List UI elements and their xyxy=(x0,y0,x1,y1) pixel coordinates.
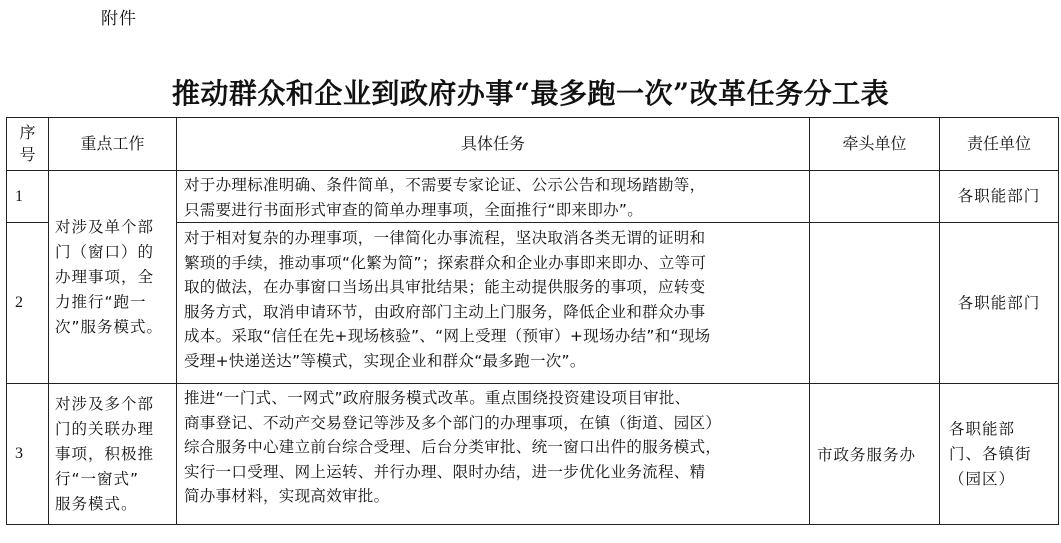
column-header-work: 重点工作 xyxy=(49,118,177,171)
row-seq: 1 xyxy=(7,171,49,223)
row-seq: 2 xyxy=(7,223,49,384)
task-table xyxy=(6,117,1059,525)
row-resp: 各职能部门 xyxy=(940,223,1059,384)
column-header-resp: 责任单位 xyxy=(940,118,1059,171)
row-resp: 各职能部 门、各镇街 （园区） xyxy=(940,384,1059,525)
table-row xyxy=(7,384,1059,525)
row-work: 对涉及单个部 门（窗口）的 办理事项，全 力推行“跑一 次”服务模式。 xyxy=(49,171,177,384)
row-task: 对于相对复杂的办理事项，一律简化办事流程，坚决取消各类无谓的证明和 繁琐的手续，推动事项“化繁为简”；探索群众和企业办事即来即办、立等可 取的做法，在办事窗口当场出具审批结果；能主动提供服务的事项，应转变 服务方式，取消申请环节，由政府部门主动上门服务，降低企业和群众办事 成本。采取“信任在先+现场核验”、“网上受理（预审）+现场办结”和“现场 受理+快递送达”等模式，实现企业和群众“最多跑一次”。 xyxy=(177,223,810,384)
column-header-task: 具体任务 xyxy=(177,118,810,171)
column-header-lead: 牵头单位 xyxy=(810,118,940,171)
page-title: 推动群众和企业到政府办事“最多跑一次”改革任务分工表 xyxy=(171,77,890,110)
row-resp: 各职能部门 xyxy=(940,171,1059,223)
row-lead: 市政务服务办 xyxy=(810,384,940,525)
table-header-row xyxy=(7,118,1059,171)
row-lead xyxy=(810,223,940,384)
row-task: 推进“一门式、一网式”政府服务模式改革。重点围绕投资建设项目审批、 商事登记、不动产交易登记等涉及多个部门的办理事项，在镇（街道、园区） 综合服务中心建立前台综合受理、后台分类审批、统一窗口出件的服务模式， 实行一口受理、网上运转、并行办理、限时办结，进一步优化业务流程、精 简办事材料，实现高效审批。 xyxy=(177,384,810,525)
row-work: 对涉及多个部 门的关联办理 事项，积极推 行“一窗式” 服务模式。 xyxy=(49,384,177,525)
row-task: 对于办理标准明确、条件简单，不需要专家论证、公示公告和现场踏勘等， 只需要进行书面形式审查的简单办理事项，全面推行“即来即办”。 xyxy=(177,171,810,223)
column-header-seq: 序号 xyxy=(7,118,49,171)
attachment-label: 附件 xyxy=(101,9,137,29)
table-row xyxy=(7,171,1059,223)
row-seq: 3 xyxy=(7,384,49,525)
row-lead xyxy=(810,171,940,223)
